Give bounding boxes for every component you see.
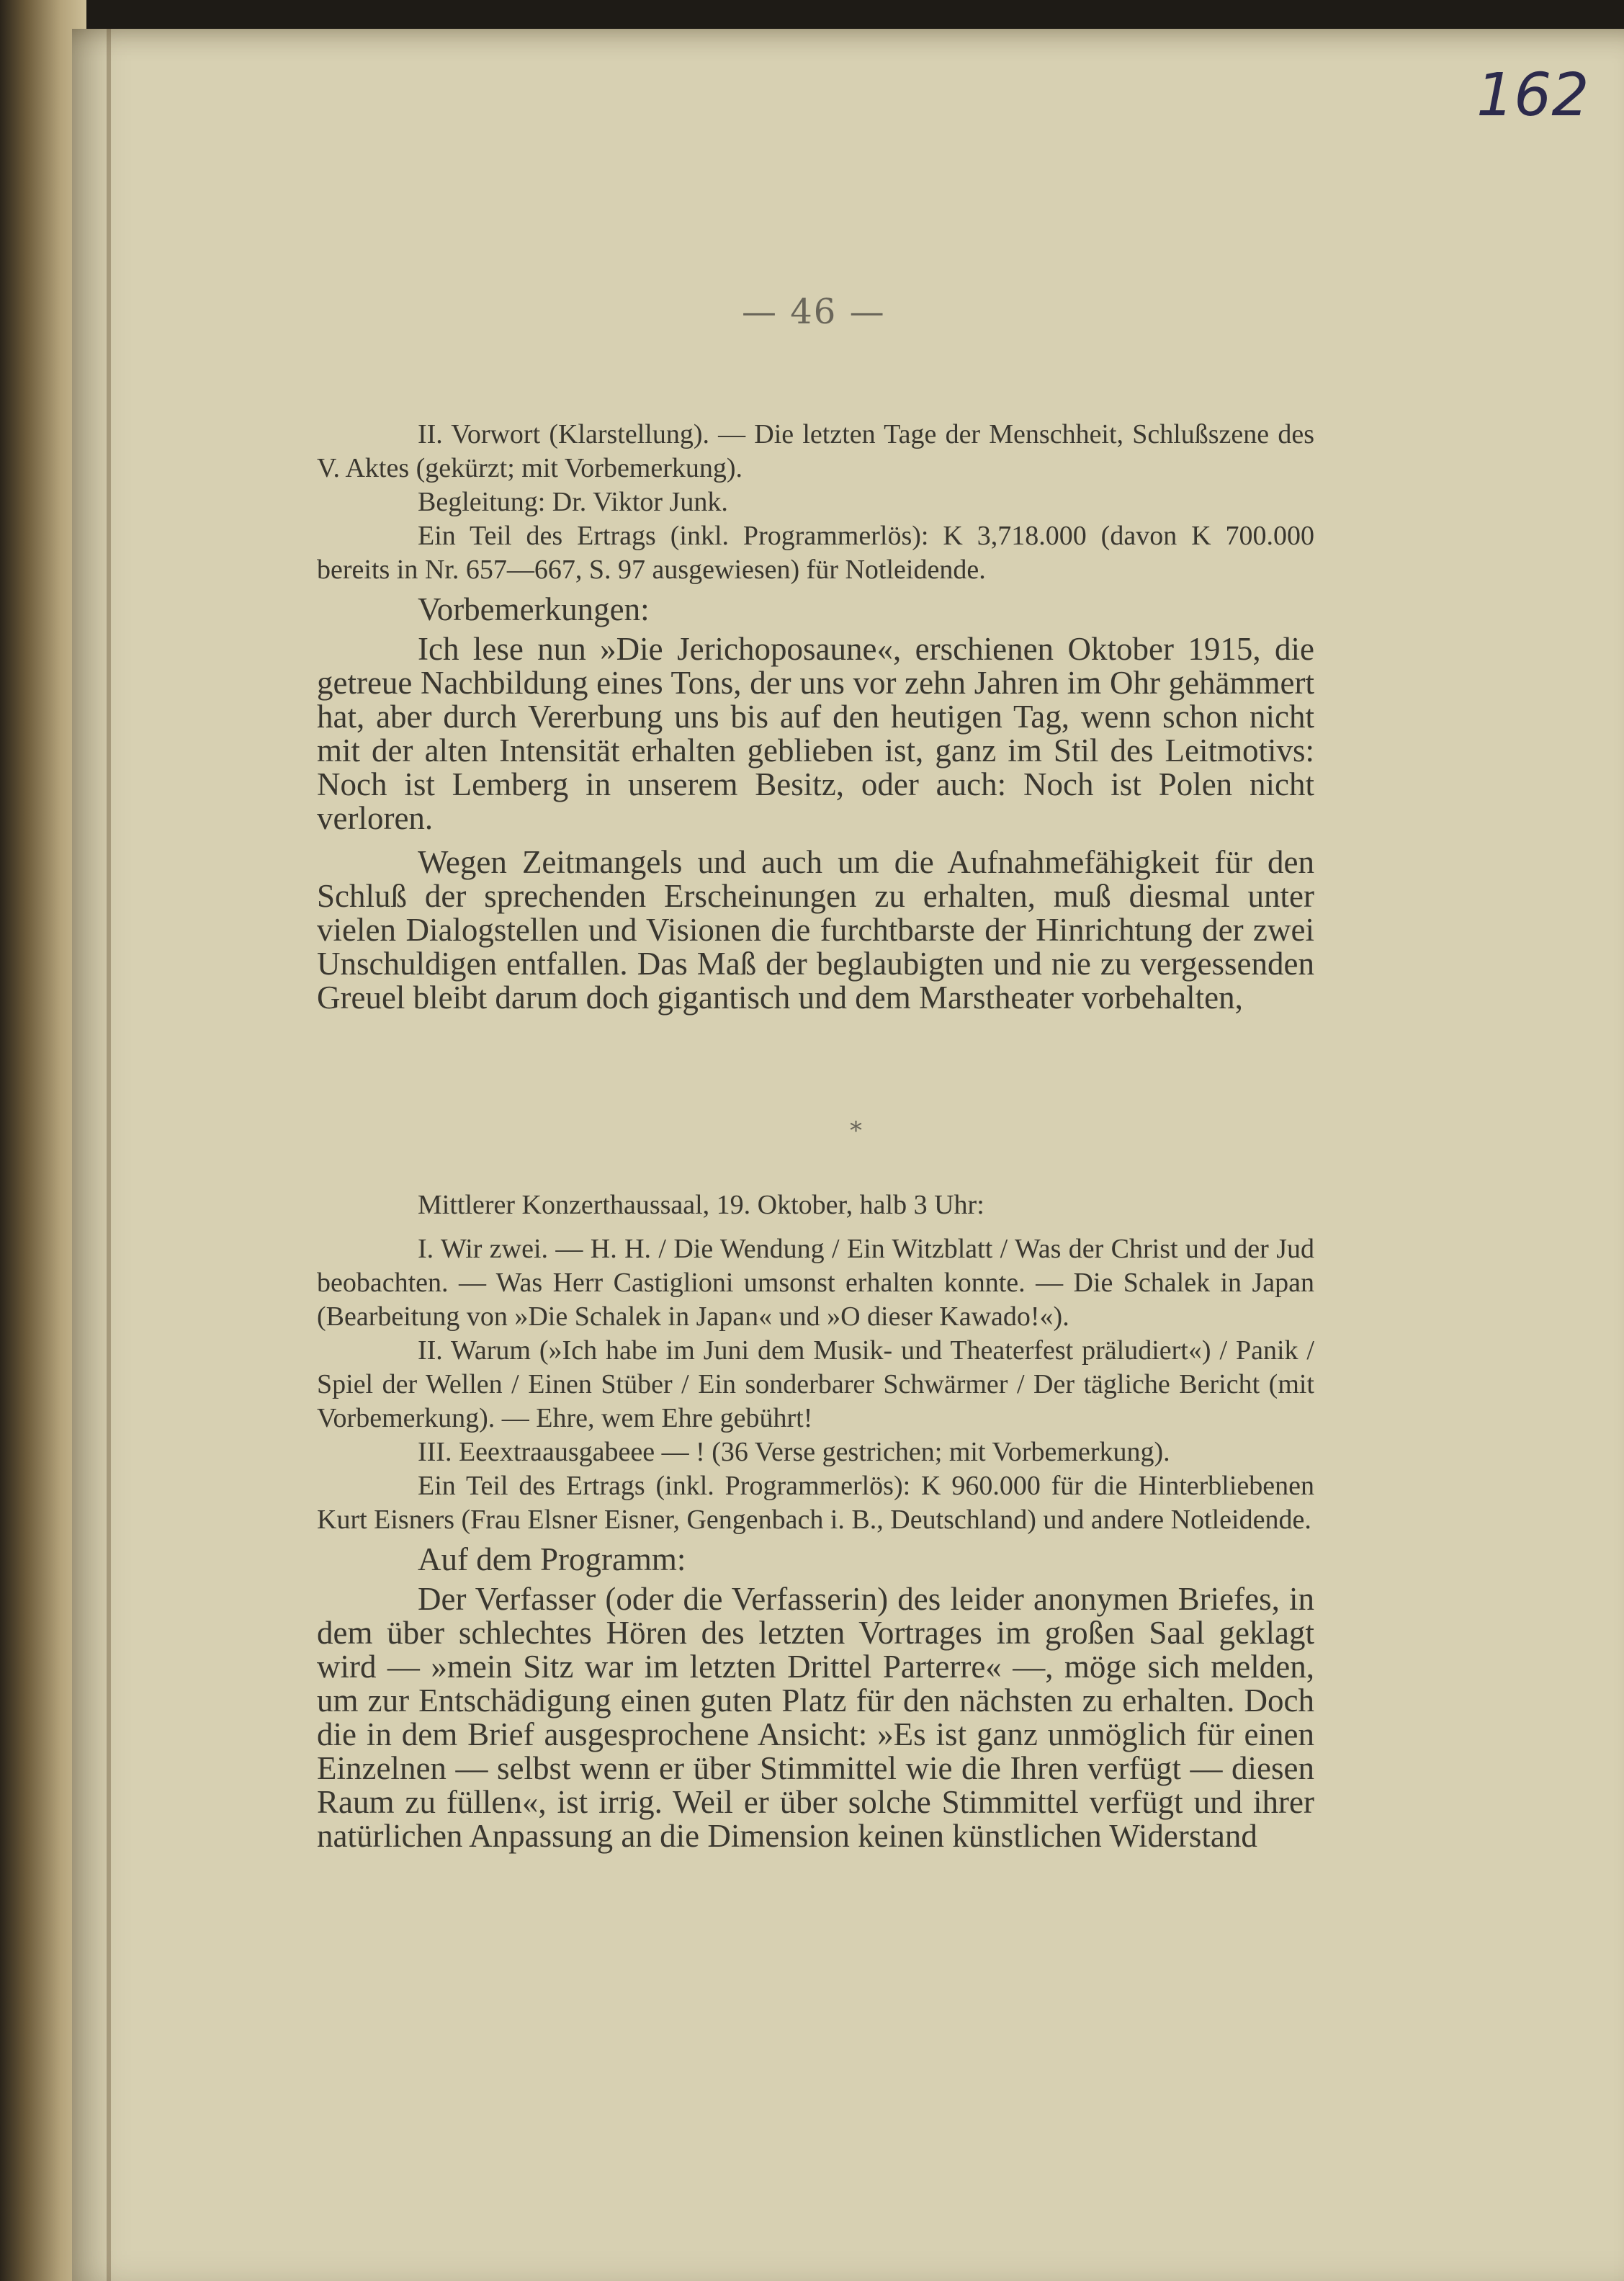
remarks-paragraph-2: Wegen Zeitmangels und auch um die Aufnahmefähigkeit für den Schluß der sprechenden Erscheinungen zu erhalten, muß diesmal unter vielen Dialogstellen und Visionen die furchtbarste der Hinrichtung der zwei Unschuldigen entfallen. Das Maß der beglaubigten und nie zu vergessenden Greuel bleibt darum doch gigantisch und dem Marstheater vorbehalten, xyxy=(317,844,1314,1016)
remarks-heading: Vorbemerkungen: xyxy=(418,591,650,627)
program-item-3: III. Eeextraausgabeee — ! (36 Verse gestrichen; mit Vorbemerkung). xyxy=(418,1437,1170,1467)
archive-page-number: 162 xyxy=(1476,61,1589,130)
section-separator: * xyxy=(850,1116,862,1145)
section-konzerthaus xyxy=(317,1188,1314,1853)
page-fold-shadow xyxy=(107,29,111,2281)
scanned-page xyxy=(72,29,1624,2281)
program-item: II. Vorwort (Klarstellung). — Die letzten Tage der Menschheit, Schlußszene des V. Aktes (gekürzt; mit Vorbemerkung). xyxy=(317,419,1314,483)
program-item-1: I. Wir zwei. — H. H. / Die Wendung / Ein Witzblatt / Was der Christ und der Jud beobachten. — Was Herr Castiglioni umsonst erhalten konnte. — Die Schalek in Japan (Bearbeitung von »Die Schalek in Japan« und »O dieser Kawado!«). xyxy=(317,1234,1314,1332)
venue-line: Mittlerer Konzerthaussaal, 19. Oktober, halb 3 Uhr: xyxy=(418,1190,984,1220)
program-heading: Auf dem Programm: xyxy=(418,1541,686,1577)
proceeds-line-2: Ein Teil des Ertrags (inkl. Programmerlös): K 960.000 für die Hinterbliebenen Kurt Eisners (Frau Elsner Eisner, Gengenbach i. B., Deutschland) und andere Notleidende. xyxy=(317,1471,1314,1535)
program-item-2: II. Warum (»Ich habe im Juni dem Musik- und Theaterfest präludiert«) / Panik / Spiel der Wellen / Einen Stüber / Ein sonderbarer Schwärmer / Der tägliche Bericht (mit Vorbemerkung). — Ehre, wem Ehre gebührt! xyxy=(317,1335,1314,1433)
proceeds-line: Ein Teil des Ertrags (inkl. Programmerlös): K 3,718.000 (davon K 700.000 bereits in Nr. 657—667, S. 97 ausgewiesen) für Notleidende. xyxy=(317,521,1314,585)
section-vorwort xyxy=(317,418,1314,1015)
program-paragraph-1: Der Verfasser (oder die Verfasserin) des leider anonymen Briefes, in dem über schlechtes Hören des letzten Vortrages im großen Saal geklagt wird — »mein Sitz war im letzten Drittel Parterre« —, möge sich melden, um zur Entschädigung einen guten Platz für den nächsten zu erhalten. Doch die in dem Brief ausgesprochene Ansicht: »Es ist ganz unmöglich für einen Einzelnen — selbst wenn er über Stimmittel wie die Ihren verfügt — diesen Raum zu füllen«, ist irrig. Weil er über solche Stimmittel verfügt und ihrer natürlichen Anpassung an die Dimension keinen künstlichen Widerstand xyxy=(317,1581,1314,1854)
printed-page-number: — 46 — xyxy=(742,292,886,332)
remarks-paragraph-1: Ich lese nun »Die Jerichoposaune«, erschienen Oktober 1915, die getreue Nachbildung eines Tons, der uns vor zehn Jahren im Ohr gehämmert hat, aber durch Vererbung uns bis auf den heutigen Tag, wenn schon nicht mit der alten Intensität erhalten geblieben ist, ganz im Stil des Leitmotivs: Noch ist Lemberg in unserem Besitz, oder auch: Noch ist Polen nicht verloren. xyxy=(317,631,1314,836)
accompaniment-line: Begleitung: Dr. Viktor Junk. xyxy=(418,487,728,517)
